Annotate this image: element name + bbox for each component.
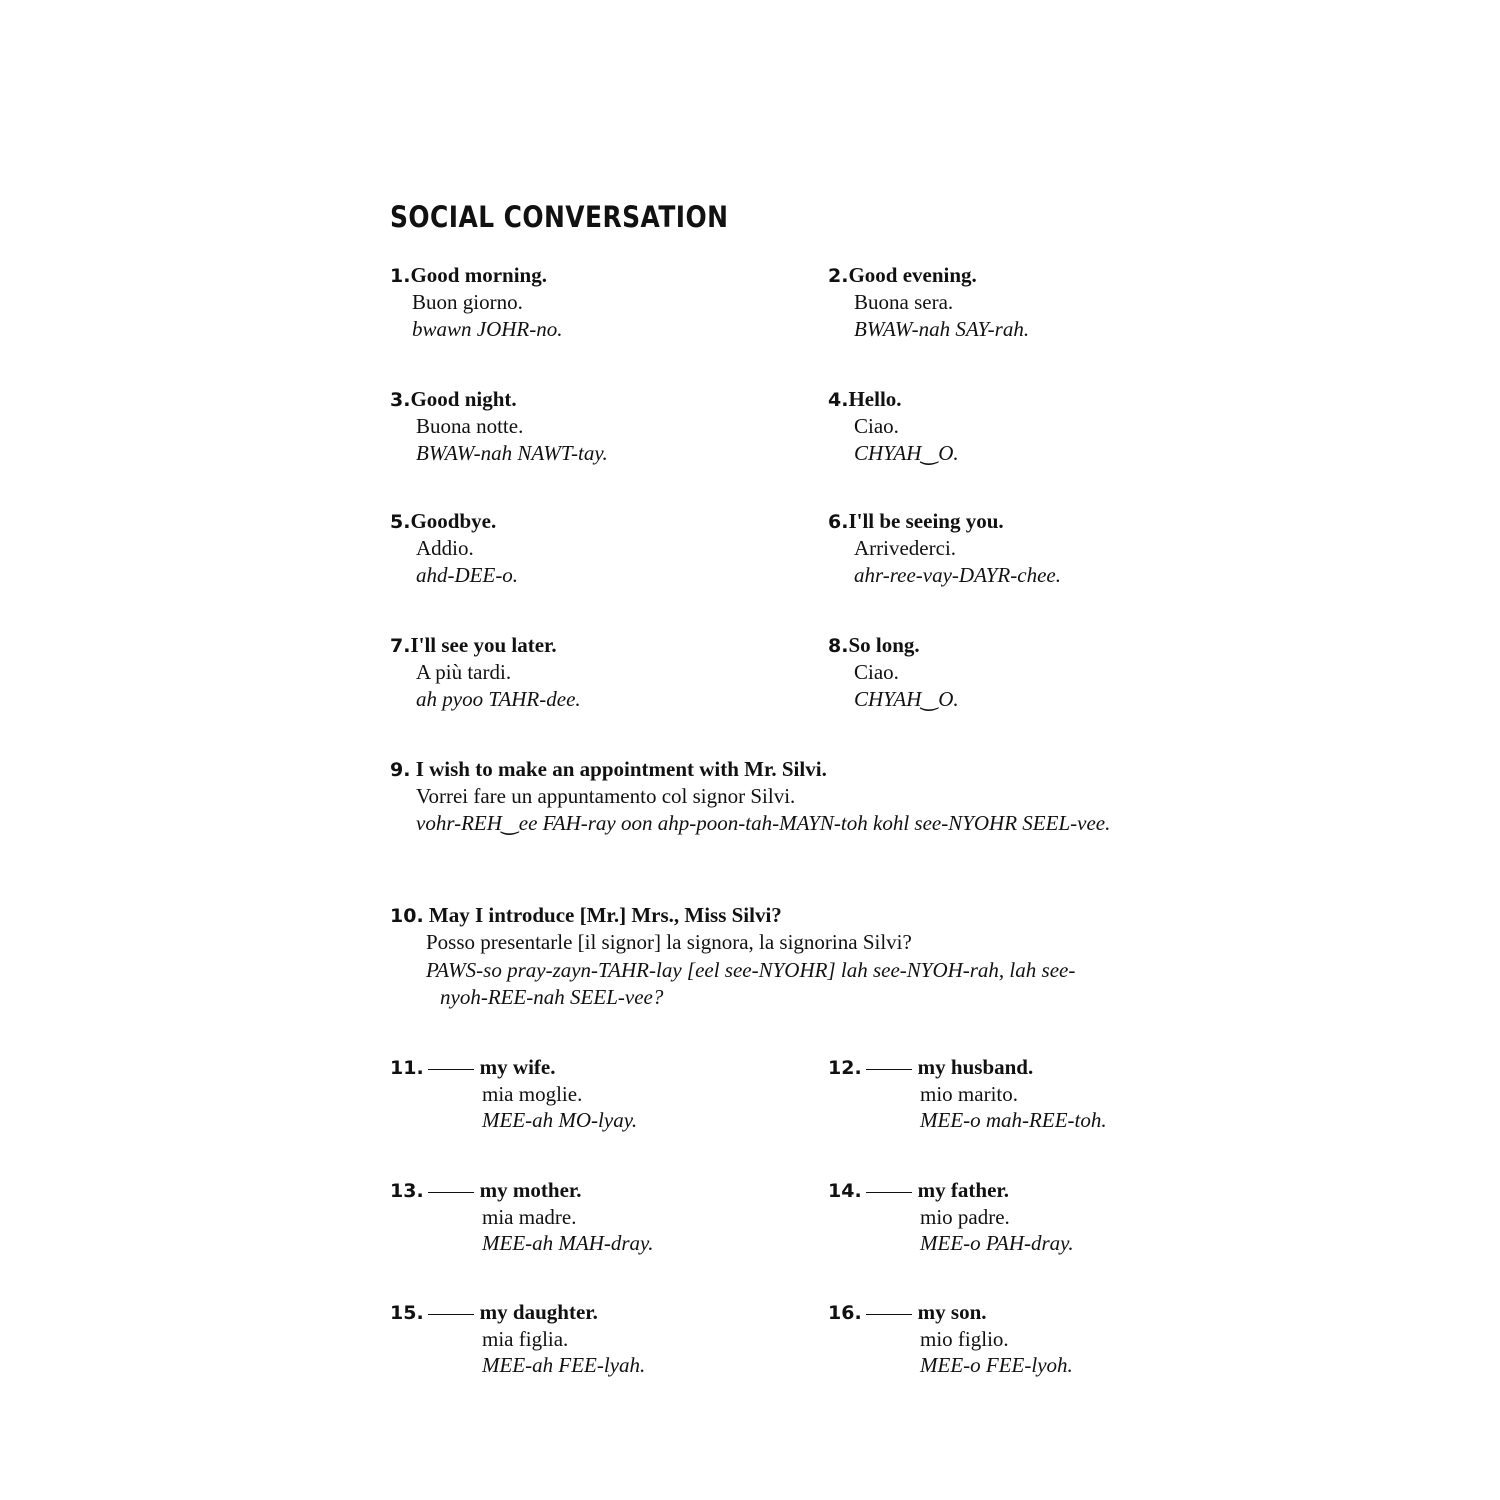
phrase-pronunciation: BWAW-nah NAWT-tay. <box>416 441 608 465</box>
phrase-english: 1.Good morning. <box>390 263 547 287</box>
phrase-entry-9 <box>390 756 1130 837</box>
phrase-pronunciation: ahd-DEE-o. <box>416 563 519 587</box>
phrase-english: 10. May I introduce [Mr.] Mrs., Miss Silvi? <box>390 903 782 927</box>
phrase-english: 11. my wife. <box>390 1055 556 1079</box>
phrase-entry-5 <box>390 508 518 588</box>
phrase-entry-2 <box>828 262 1029 342</box>
phrase-pronunciation: MEE-o mah-REE-toh. <box>920 1108 1107 1132</box>
phrase-italian: Arrivederci. <box>854 536 957 560</box>
phrase-english: 5.Goodbye. <box>390 509 497 533</box>
phrase-pronunciation: BWAW-nah SAY-rah. <box>854 317 1030 341</box>
phrase-pronunciation: MEE-ah MAH-dray. <box>482 1231 654 1255</box>
phrase-english: 16. my son. <box>828 1300 987 1324</box>
blank-dash <box>866 1192 912 1193</box>
phrase-entry-7 <box>390 632 581 712</box>
phrase-entry-3 <box>390 386 608 466</box>
phrase-italian: mia madre. <box>482 1205 577 1229</box>
phrase-italian: Posso presentarle [il signor] la signora, la signorina Silvi? <box>426 930 912 954</box>
blank-dash <box>866 1314 912 1315</box>
phrase-english: 12. my husband. <box>828 1055 1034 1079</box>
phrase-english: 8.So long. <box>828 633 920 657</box>
phrase-pronunciation: CHYAH‿O. <box>854 687 959 711</box>
phrase-english: 6.I'll be seeing you. <box>828 509 1004 533</box>
phrase-english: 4.Hello. <box>828 387 902 411</box>
phrase-entry-8 <box>828 632 959 712</box>
phrase-entry-10 <box>390 902 1170 1010</box>
phrase-english: 3.Good night. <box>390 387 517 411</box>
phrase-entry-1 <box>390 262 563 342</box>
phrase-entry-6 <box>828 508 1061 588</box>
phrase-italian: mia moglie. <box>482 1082 583 1106</box>
phrase-italian: Buon giorno. <box>412 290 523 314</box>
phrase-pronunciation: MEE-o FEE-lyoh. <box>920 1353 1073 1377</box>
phrase-italian: Vorrei fare un appuntamento col signor Silvi. <box>416 784 796 808</box>
phrase-italian: mio marito. <box>920 1082 1018 1106</box>
blank-dash <box>428 1069 474 1070</box>
phrase-entry-15 <box>390 1299 645 1378</box>
phrase-italian: Buona notte. <box>416 414 524 438</box>
phrase-italian: A più tardi. <box>416 660 512 684</box>
phrase-english: 2.Good evening. <box>828 263 977 287</box>
phrase-pronunciation: PAWS-so pray-zayn-TAHR-lay [eel see-NYOHR] lah see-NYOH-rah, lah see- <box>426 958 1076 982</box>
blank-dash <box>428 1314 474 1315</box>
phrase-entry-4 <box>828 386 959 466</box>
phrase-italian: mia figlia. <box>482 1327 569 1351</box>
phrase-pronunciation: vohr-REH‿ee FAH-ray oon ahp-poon-tah-MAYN-toh kohl see-NYOHR SEEL-vee. <box>416 811 1111 835</box>
blank-dash <box>866 1069 912 1070</box>
phrase-pronunciation: ahr-ree-vay-DAYR-chee. <box>854 563 1061 587</box>
phrase-italian: mio padre. <box>920 1205 1010 1229</box>
phrase-pronunciation: bwawn JOHR-no. <box>412 317 563 341</box>
phrase-english: 13. my mother. <box>390 1178 582 1202</box>
phrase-italian: Ciao. <box>854 660 899 684</box>
phrase-pronunciation: CHYAH‿O. <box>854 441 959 465</box>
phrase-italian: mio figlio. <box>920 1327 1009 1351</box>
phrase-entry-12 <box>828 1054 1107 1133</box>
phrase-pronunciation: MEE-ah MO-lyay. <box>482 1108 638 1132</box>
phrase-pronunciation: MEE-o PAH-dray. <box>920 1231 1074 1255</box>
phrase-pronunciation: MEE-ah FEE-lyah. <box>482 1353 646 1377</box>
page-title: SOCIAL CONVERSATION <box>390 200 729 234</box>
phrase-entry-14 <box>828 1177 1074 1256</box>
phrase-english: 14. my father. <box>828 1178 1010 1202</box>
phrase-pronunciation: ah pyoo TAHR-dee. <box>416 687 581 711</box>
phrase-entry-16 <box>828 1299 1073 1378</box>
blank-dash <box>428 1192 474 1193</box>
phrase-pronunciation-continued: nyoh-REE-nah SEEL-vee? <box>440 985 664 1009</box>
phrase-italian: Buona sera. <box>854 290 954 314</box>
phrase-entry-13 <box>390 1177 653 1256</box>
phrase-italian: Ciao. <box>854 414 899 438</box>
phrase-italian: Addio. <box>416 536 474 560</box>
phrase-english: 7.I'll see you later. <box>390 633 557 657</box>
phrase-english: 15. my daughter. <box>390 1300 598 1324</box>
phrase-english: 9. I wish to make an appointment with Mr. Silvi. <box>390 757 827 781</box>
phrase-entry-11 <box>390 1054 637 1133</box>
